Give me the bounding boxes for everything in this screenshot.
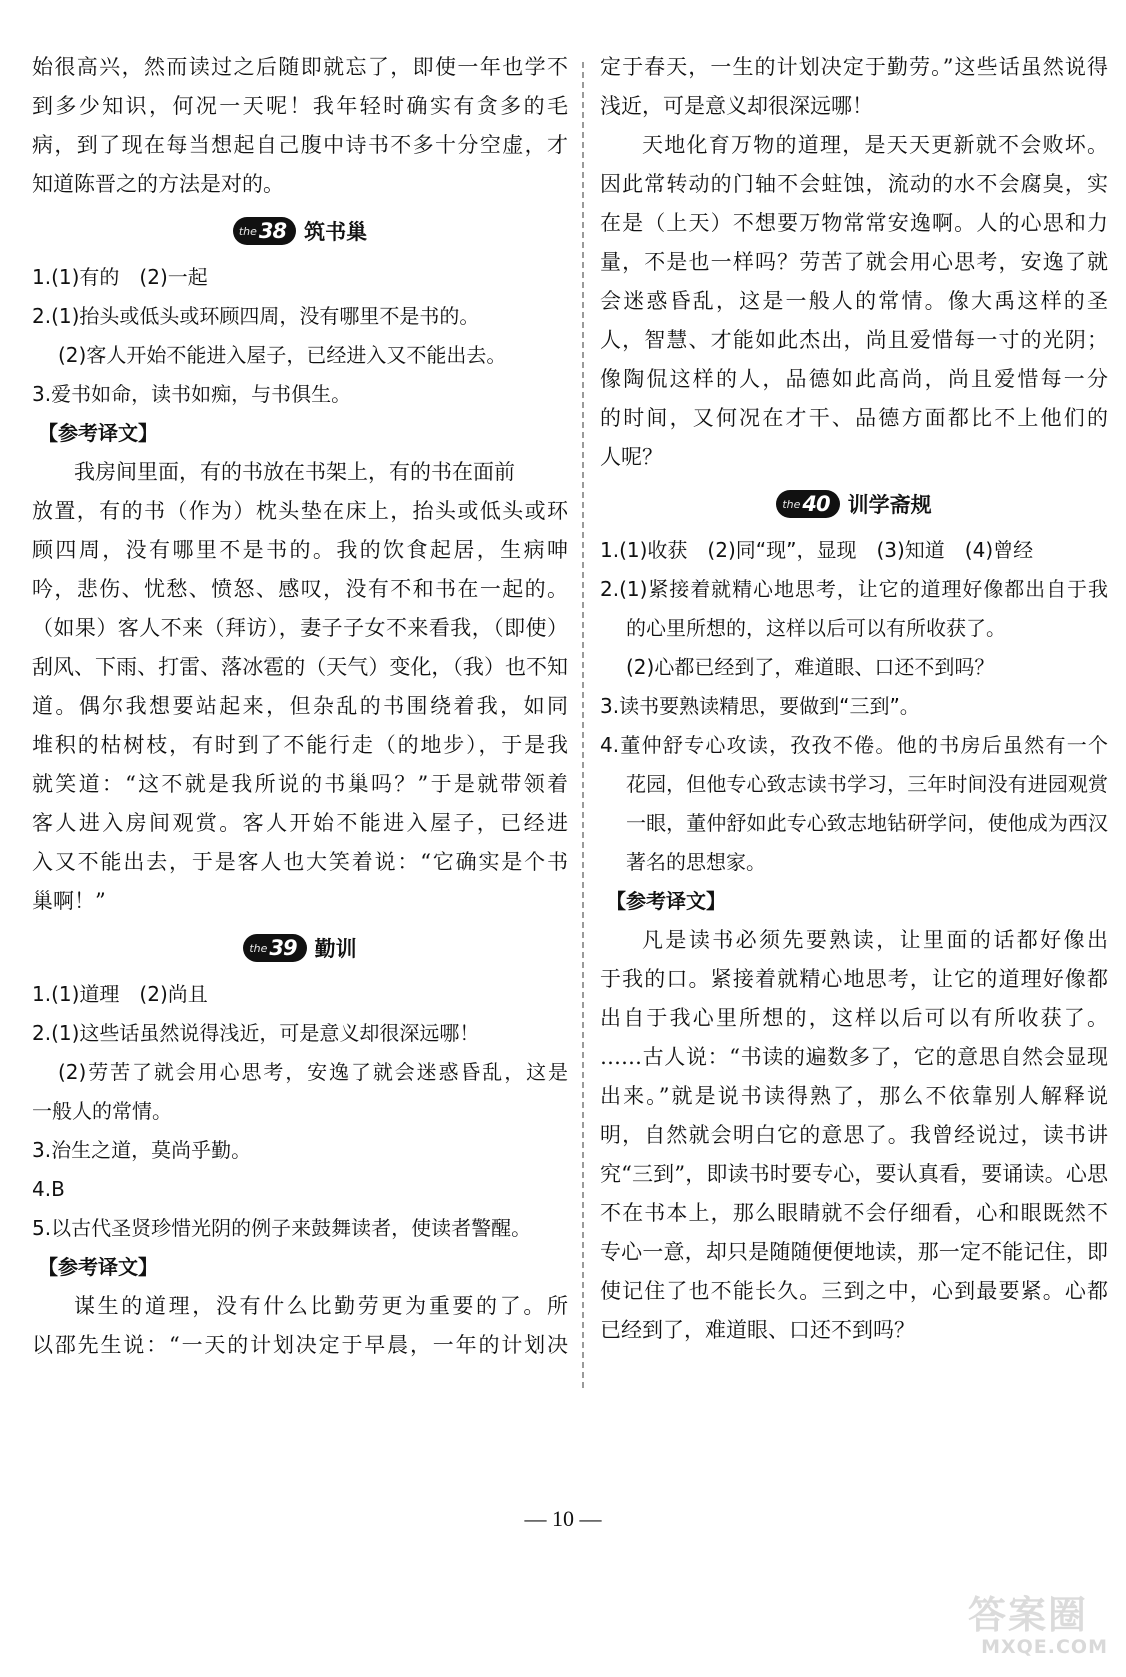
text-line: 不在书本上，那么眼睛就不会仔细看，心和眼既然不 (600, 1201, 1108, 1225)
text-line: 就笑道：“这不就是我所说的书巢吗？”于是就带领着 (32, 772, 568, 796)
watermark-logo (938, 1594, 1118, 1674)
text-line: 始很高兴，然而读过之后随即就忘了，即使一年也学不 (32, 55, 568, 79)
column-divider (582, 62, 584, 1388)
section-title: 勤训 (314, 937, 357, 961)
text-line: 定于春天，一生的计划决定于勤劳。”这些话虽然说得 (600, 55, 1108, 79)
answer-line: 4.B (32, 1177, 65, 1201)
answer-line: 3.读书要熟读精思，要做到“三到”。 (600, 694, 920, 718)
text-line: 明，自然就会明白它的意思了。我曾经说过，读书讲 (600, 1123, 1108, 1147)
answer-line: (2)劳苦了就会用心思考，安逸了就会迷惑昏乱，这是 (58, 1060, 568, 1084)
right-column (600, 48, 1108, 1350)
answer-line: 花园，但他专心致志读书学习，三年时间没有进园观赏 (626, 772, 1108, 796)
answer-line: 一般人的常情。 (32, 1099, 172, 1123)
section-heading (32, 921, 568, 975)
section-heading (32, 204, 568, 258)
text-line: （如果）客人不来（拜访），妻子子女不来看我，（即使） (32, 616, 568, 640)
watermark-logo-text: 答案圈 (967, 1593, 1088, 1637)
text-line: 的时间，又何况在才干、品德方面都比不上他们的 (600, 406, 1108, 430)
text-line: 在是（上天）不想要万物常常安逸啊。人的心思和力 (600, 211, 1108, 235)
section-number-badge (243, 934, 306, 962)
section-number-badge (233, 217, 296, 245)
text-line: 使记住了也不能长久。三到之中，心到最要紧。心都 (600, 1279, 1108, 1303)
badge-prefix: the (238, 224, 257, 238)
text-line: 我房间里面，有的书放在书架上，有的书在面前 (74, 460, 515, 484)
section-title: 训学斋规 (847, 493, 932, 517)
answer-line: 一眼，董仲舒如此专心致志地钻研学问，使他成为西汉 (626, 811, 1108, 835)
text-line: 量，不是也一样吗？劳苦了就会用心思考，安逸了就 (600, 250, 1108, 274)
text-line: 客人进入房间观赏。客人开始不能进入屋子，已经进 (32, 811, 568, 835)
text-line: 巢啊！” (32, 889, 106, 913)
text-line: 刮风、下雨、打雷、落冰雹的（天气）变化，（我）也不知 (32, 655, 568, 679)
text-line: 于我的口。紧接着就精心地思考，让它的道理好像都 (600, 967, 1108, 991)
answer-line: 4.董仲舒专心攻读，孜孜不倦。他的书房后虽然有一个 (600, 733, 1108, 757)
text-line: 已经到了，难道眼、口还不到吗？ (600, 1318, 915, 1342)
answer-line: 3.爱书如命，读书如痴，与书俱生。 (32, 382, 352, 406)
answer-line: 1.(1)收获 (2)同“现”，显现 (3)知道 (4)曾经 (600, 538, 1034, 562)
page-number: — 10 — (524, 1506, 602, 1531)
text-line: 因此常转动的门轴不会蛀蚀，流动的水不会腐臭，实 (600, 172, 1108, 196)
text-line: 出来。”就是说书读得熟了，那么不依靠别人解释说 (600, 1084, 1108, 1108)
section-number: 39 (269, 936, 297, 960)
section-number-badge (776, 490, 839, 518)
section-title: 筑书巢 (304, 220, 368, 244)
answer-line: 2.(1)这些话虽然说得浅近，可是意义却很深远哪！ (32, 1021, 480, 1045)
text-line: 入又不能出去，于是客人也大笑着说：“它确实是个书 (32, 850, 568, 874)
text-line: 天地化育万物的道理，是天天更新就不会败坏。 (642, 133, 1108, 157)
text-line: 专心一意，却只是随随便便地读，那一定不能记住，即 (600, 1240, 1108, 1264)
reference-translation-label: 【参考译文】 (606, 889, 726, 913)
text-line: 人呢？ (600, 445, 663, 469)
text-line: 病，到了现在每当想起自己腹中诗书不多十分空虚，才 (32, 133, 568, 157)
text-line: ……古人说：“书读的遍数多了，它的意思自然会显现 (600, 1045, 1108, 1069)
answer-line: 2.(1)紧接着就精心地思考，让它的道理好像都出自于我 (600, 577, 1108, 601)
badge-prefix: the (782, 497, 801, 511)
text-line: 谋生的道理，没有什么比勤劳更为重要的了。所 (74, 1294, 568, 1318)
answer-line: 著名的思想家。 (626, 850, 766, 874)
answer-line: 5.以古代圣贤珍惜光阴的例子来鼓舞读者，使读者警醒。 (32, 1216, 532, 1240)
answer-line: 1.(1)道理 (2)尚且 (32, 982, 208, 1006)
text-line: 出自于我心里所想的，这样以后可以有所收获了。 (600, 1006, 1108, 1030)
text-line: 像陶侃这样的人，品德如此高尚，尚且爱惜每一分 (600, 367, 1108, 391)
text-line: 放置，有的书（作为）枕头垫在床上，抬头或低头或环 (32, 499, 568, 523)
section-number: 38 (258, 219, 287, 243)
answer-line: 1.(1)有的 (2)一起 (32, 265, 208, 289)
text-line: 道。偶尔我想要站起来，但杂乱的书围绕着我，如同 (32, 694, 568, 718)
answer-line: 2.(1)抬头或低头或环顾四周，没有哪里不是书的。 (32, 304, 480, 328)
badge-prefix: the (249, 941, 268, 955)
watermark-site-text: MXQE.COM (981, 1636, 1108, 1658)
text-line: 到多少知识，何况一天呢！我年轻时确实有贪多的毛 (32, 94, 568, 118)
section-heading (600, 477, 1108, 531)
answer-line: (2)心都已经到了，难道眼、口还不到吗？ (626, 655, 995, 679)
answer-line: 3.治生之道，莫尚乎勤。 (32, 1138, 252, 1162)
text-line: 堆积的枯树枝，有时到了不能行走（的地步），于是我 (32, 733, 568, 757)
reference-translation-label: 【参考译文】 (38, 421, 158, 445)
text-line: 知道陈晋之的方法是对的。 (32, 172, 284, 196)
answer-line: 的心里所想的，这样以后可以有所收获了。 (626, 616, 1006, 640)
text-line: 会迷惑昏乱，这是一般人的常情。像大禹这样的圣 (600, 289, 1108, 313)
text-line: 浅近，可是意义却很深远哪！ (600, 94, 873, 118)
text-line: 人，智慧、才能如此杰出，尚且爱惜每一寸的光阴； (600, 328, 1108, 352)
section-number: 40 (802, 492, 830, 516)
text-line: 究“三到”，即读书时要专心，要认真看，要诵读。心思 (600, 1162, 1108, 1186)
text-line: 顾四周，没有哪里不是书的。我的饮食起居，生病呻 (32, 538, 568, 562)
text-line: 凡是读书必须先要熟读，让里面的话都好像出 (642, 928, 1108, 952)
left-column (32, 48, 568, 1365)
answer-line: (2)客人开始不能进入屋子，已经进入又不能出去。 (58, 343, 507, 367)
text-line: 以邵先生说：“一天的计划决定于早晨，一年的计划决 (32, 1333, 568, 1357)
text-line: 吟，悲伤、忧愁、愤怒、感叹，没有不和书在一起的。 (32, 577, 568, 601)
reference-translation-label: 【参考译文】 (38, 1255, 158, 1279)
